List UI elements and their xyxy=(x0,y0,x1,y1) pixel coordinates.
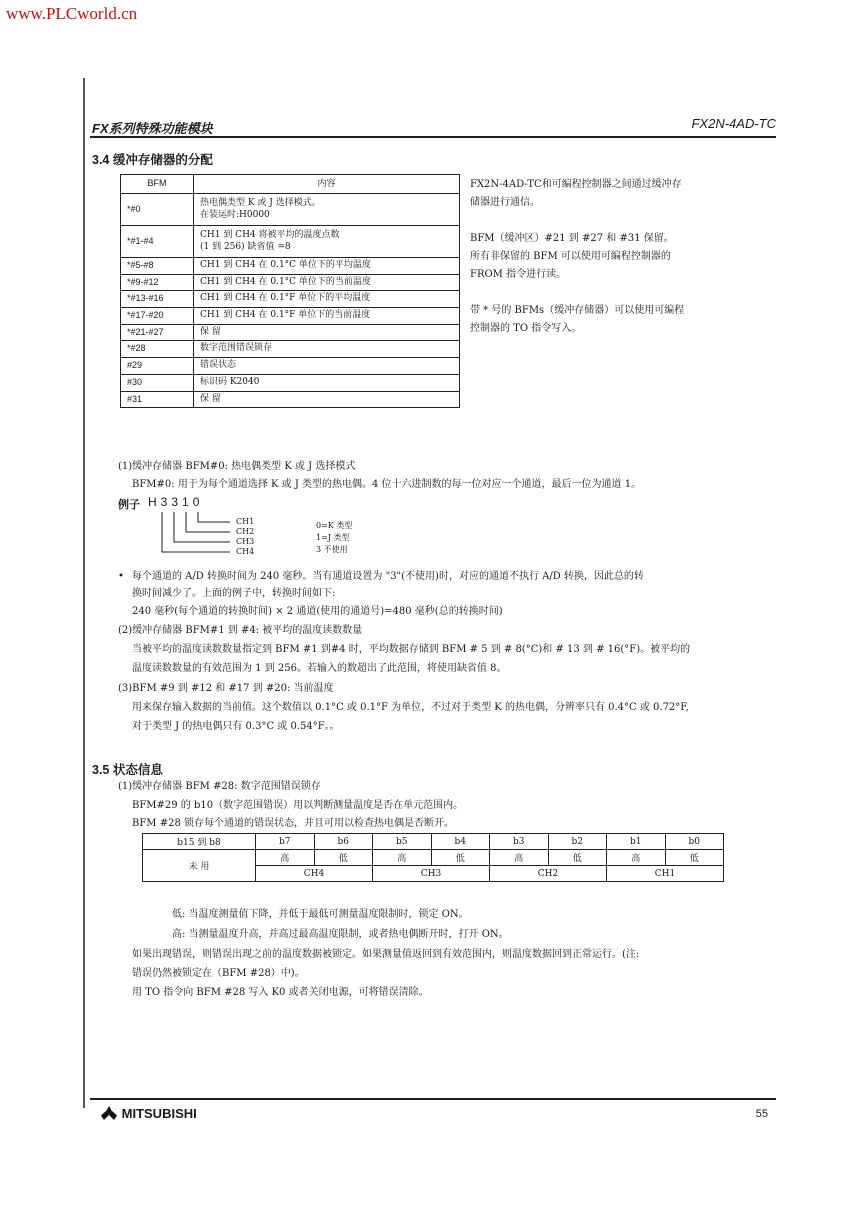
p2-body-2: 温度读数数量的有效范围为 1 到 256。若输入的数超出了此范围，将使用缺省值 8。 xyxy=(132,663,507,674)
content-cell: CH1 到 CH4 在 0.1°F 单位下的平均温度 xyxy=(194,291,460,308)
content-line: 在装运时:H0000 xyxy=(200,209,270,220)
side-line: 带 * 号的 BFMs（缓冲存储器）可以使用可编程 xyxy=(470,305,685,316)
content-cell: 保 留 xyxy=(194,391,460,408)
content-cell: 数字范围错误锁存 xyxy=(194,341,460,358)
watermark: www.PLCworld.cn xyxy=(6,4,138,23)
bfm-cell: *#5-#8 xyxy=(121,258,194,275)
table-row xyxy=(121,291,460,308)
channel-cell: CH4 xyxy=(256,866,373,882)
content-line: 热电偶类型 K 或 J 选择模式。 xyxy=(200,197,321,208)
legend-unused: 3 不使用 xyxy=(316,545,348,554)
content-cell: CH1 到 CH4 在 0.1°F 单位下的当前温度 xyxy=(194,308,460,325)
section-3-4-title: 3.4 缓冲存储器的分配 xyxy=(92,153,213,167)
bfm-table-header xyxy=(121,175,460,194)
hl-cell: 低 xyxy=(314,850,373,866)
low-desc: 低: 当温度测量值下降，并低于最低可测量温度限制时，锁定 ON。 xyxy=(172,909,469,920)
ch2-label: CH2 xyxy=(236,527,255,536)
bfm-cell: *#0 xyxy=(121,194,194,226)
header-rule xyxy=(90,136,776,138)
p3-body-1: 用来保存输入数据的当前值。这个数值以 0.1°C 或 0.1°F 为单位，不过对于类型 K 的热电偶，分辨率只有 0.4°C 或 0.72°F, xyxy=(132,702,689,713)
status-header: b6 xyxy=(314,834,373,850)
bfm-cell: #31 xyxy=(121,391,194,408)
status-header: b15 到 b8 xyxy=(143,834,256,850)
content-cell: 标识码 K2040 xyxy=(194,374,460,391)
p3-body-2: 对于类型 J 的热电偶只有 0.3°C 或 0.54°F。。 xyxy=(132,721,340,732)
bfm-cell: #30 xyxy=(121,374,194,391)
header-right: FX2N-4AD-TC xyxy=(691,116,776,131)
side-note-2 xyxy=(470,230,750,284)
footer-rule xyxy=(90,1098,776,1100)
bfm-cell: *#9-#12 xyxy=(121,274,194,291)
status-header-row xyxy=(143,834,724,850)
bfm-cell: *#13-#16 xyxy=(121,291,194,308)
ch4-label: CH4 xyxy=(236,547,255,556)
hl-cell: 高 xyxy=(607,850,666,866)
channel-cell: CH3 xyxy=(373,866,490,882)
content-cell: 错误状态 xyxy=(194,358,460,375)
ch3-label: CH3 xyxy=(236,537,255,546)
s35-p1: (1)缓冲存储器 BFM #28: 数字范围错误锁存 xyxy=(118,781,321,792)
content-cell xyxy=(194,226,460,258)
content-line: (1 到 256) 缺省值 =8 xyxy=(200,241,291,252)
example-label: 例子 xyxy=(118,498,140,511)
side-line: 控制器的 TO 指令写入。 xyxy=(470,323,582,334)
bullet-icon: • xyxy=(118,571,124,582)
side-line: FX2N-4AD-TC和可编程控制器之间通过缓冲存 xyxy=(470,179,682,190)
unused-cell: 未 用 xyxy=(143,850,256,882)
hl-cell: 低 xyxy=(548,850,607,866)
bfm-cell: *#28 xyxy=(121,341,194,358)
bullet-line-3: 240 毫秒(每个通道的转换时间) × 2 通道(使用的通道号)=480 毫秒(总的转换时间) xyxy=(132,606,503,617)
status-header: b2 xyxy=(548,834,607,850)
legend-k: 0=K 类型 xyxy=(316,521,353,530)
content-cell: 保 留 xyxy=(194,324,460,341)
side-line: 所有非保留的 BFM 可以使用可编程控制器的 xyxy=(470,251,671,262)
s35-p2: BFM#29 的 b10（数字范围错误）用以判断测量温度是否在单元范围内。 xyxy=(132,800,464,811)
status-header: b7 xyxy=(256,834,315,850)
status-hl-row xyxy=(143,850,724,866)
section-3-5-title: 3.5 状态信息 xyxy=(92,763,163,777)
bullet-line-2: 换时间减少了。上面的例子中，转换时间如下: xyxy=(132,588,336,599)
diamond-icon xyxy=(100,1106,118,1120)
table-row xyxy=(121,258,460,275)
hl-cell: 高 xyxy=(256,850,315,866)
mitsubishi-logo xyxy=(100,1106,197,1121)
table-row xyxy=(121,391,460,408)
table-row xyxy=(121,374,460,391)
table-row xyxy=(121,358,460,375)
hl-cell: 高 xyxy=(373,850,432,866)
side-note-3 xyxy=(470,302,750,338)
status-header: b3 xyxy=(490,834,549,850)
bfm-cell: #29 xyxy=(121,358,194,375)
hl-cell: 低 xyxy=(665,850,724,866)
side-line: 储器进行通信。 xyxy=(470,197,540,208)
status-header: b0 xyxy=(665,834,724,850)
p2-body-1: 当被平均的温度读数数量指定到 BFM #1 到#4 时，平均数据存储到 BFM # 5 到 # 8(°C)和 # 13 到 # 16(°F)。被平均的 xyxy=(132,644,691,655)
channel-cell: CH1 xyxy=(607,866,724,882)
p1-title: (1)缓冲存储器 BFM#0: 热电偶类型 K 或 J 选择模式 xyxy=(118,461,356,472)
legend-j: 1=J 类型 xyxy=(316,533,350,542)
p1-body: BFM#0: 用于为每个通道选择 K 或 J 类型的热电偶。4 位十六进制数的每一位对应一个通道，最后一位为通道 1。 xyxy=(132,479,642,490)
status-header: b5 xyxy=(373,834,432,850)
left-margin-rule xyxy=(83,78,85,1108)
s35-para-2: 错误仍然被锁定在（BFM #28）中)。 xyxy=(132,968,305,979)
ch3-line xyxy=(174,512,230,542)
content-header: 内容 xyxy=(194,175,460,194)
content-cell: CH1 到 CH4 在 0.1°C 单位下的平均温度 xyxy=(194,258,460,275)
s35-para-1: 如果出现错误，则错误出现之前的温度数据被锁定。如果测量值返回到有效范围内，则温度数据回到正常运行。(注: xyxy=(132,949,640,960)
content-cell xyxy=(194,194,460,226)
s35-para-3: 用 TO 指令向 BFM #28 写入 K0 或者关闭电源，可将错误清除。 xyxy=(132,987,429,998)
table-row xyxy=(121,226,460,258)
table-row xyxy=(121,274,460,291)
bfm-header: BFM xyxy=(121,175,194,194)
header-left: FX系列特殊功能模块 xyxy=(92,121,213,136)
table-row xyxy=(121,341,460,358)
bfm-cell: *#21-#27 xyxy=(121,324,194,341)
s35-p3: BFM #28 锁存每个通道的错误状态，并且可用以检查热电偶是否断开。 xyxy=(132,818,454,829)
status-table xyxy=(142,833,724,882)
side-note-1 xyxy=(470,176,750,212)
ch1-label: CH1 xyxy=(236,517,255,526)
content-line: CH1 到 CH4 将被平均的温度点数 xyxy=(200,229,340,240)
bfm-cell: *#17-#20 xyxy=(121,308,194,325)
hl-cell: 高 xyxy=(490,850,549,866)
bfm-cell: *#1-#4 xyxy=(121,226,194,258)
table-row xyxy=(121,324,460,341)
page-number: 55 xyxy=(755,1108,768,1120)
high-desc: 高: 当测量温度升高，并高过最高温度限制，或者热电偶断开时，打开 ON。 xyxy=(172,929,509,940)
table-row xyxy=(121,308,460,325)
bullet-line-1: 每个通道的 A/D 转换时间为 240 毫秒。当有通道设置为 "3"(不使用)时，对应的通道不执行 A/D 转换，因此总的转 xyxy=(132,571,644,582)
p2-title: (2)缓冲存储器 BFM#1 到 #4: 被平均的温度读数数量 xyxy=(118,625,363,636)
channel-cell: CH2 xyxy=(490,866,607,882)
ch1-line xyxy=(198,512,230,522)
bfm-table xyxy=(120,174,460,408)
p3-title: (3)BFM #9 到 #12 和 #17 到 #20: 当前温度 xyxy=(118,683,334,694)
status-header: b4 xyxy=(431,834,490,850)
status-header: b1 xyxy=(607,834,666,850)
table-row xyxy=(121,194,460,226)
example-value: H3310 xyxy=(148,495,204,509)
side-line: BFM（缓冲区）#21 到 #27 和 #31 保留。 xyxy=(470,233,674,244)
content-cell: CH1 到 CH4 在 0.1°C 单位下的当前温度 xyxy=(194,274,460,291)
hl-cell: 低 xyxy=(431,850,490,866)
side-line: FROM 指令进行读。 xyxy=(470,269,567,280)
logo-text: MITSUBISHI xyxy=(121,1106,197,1121)
